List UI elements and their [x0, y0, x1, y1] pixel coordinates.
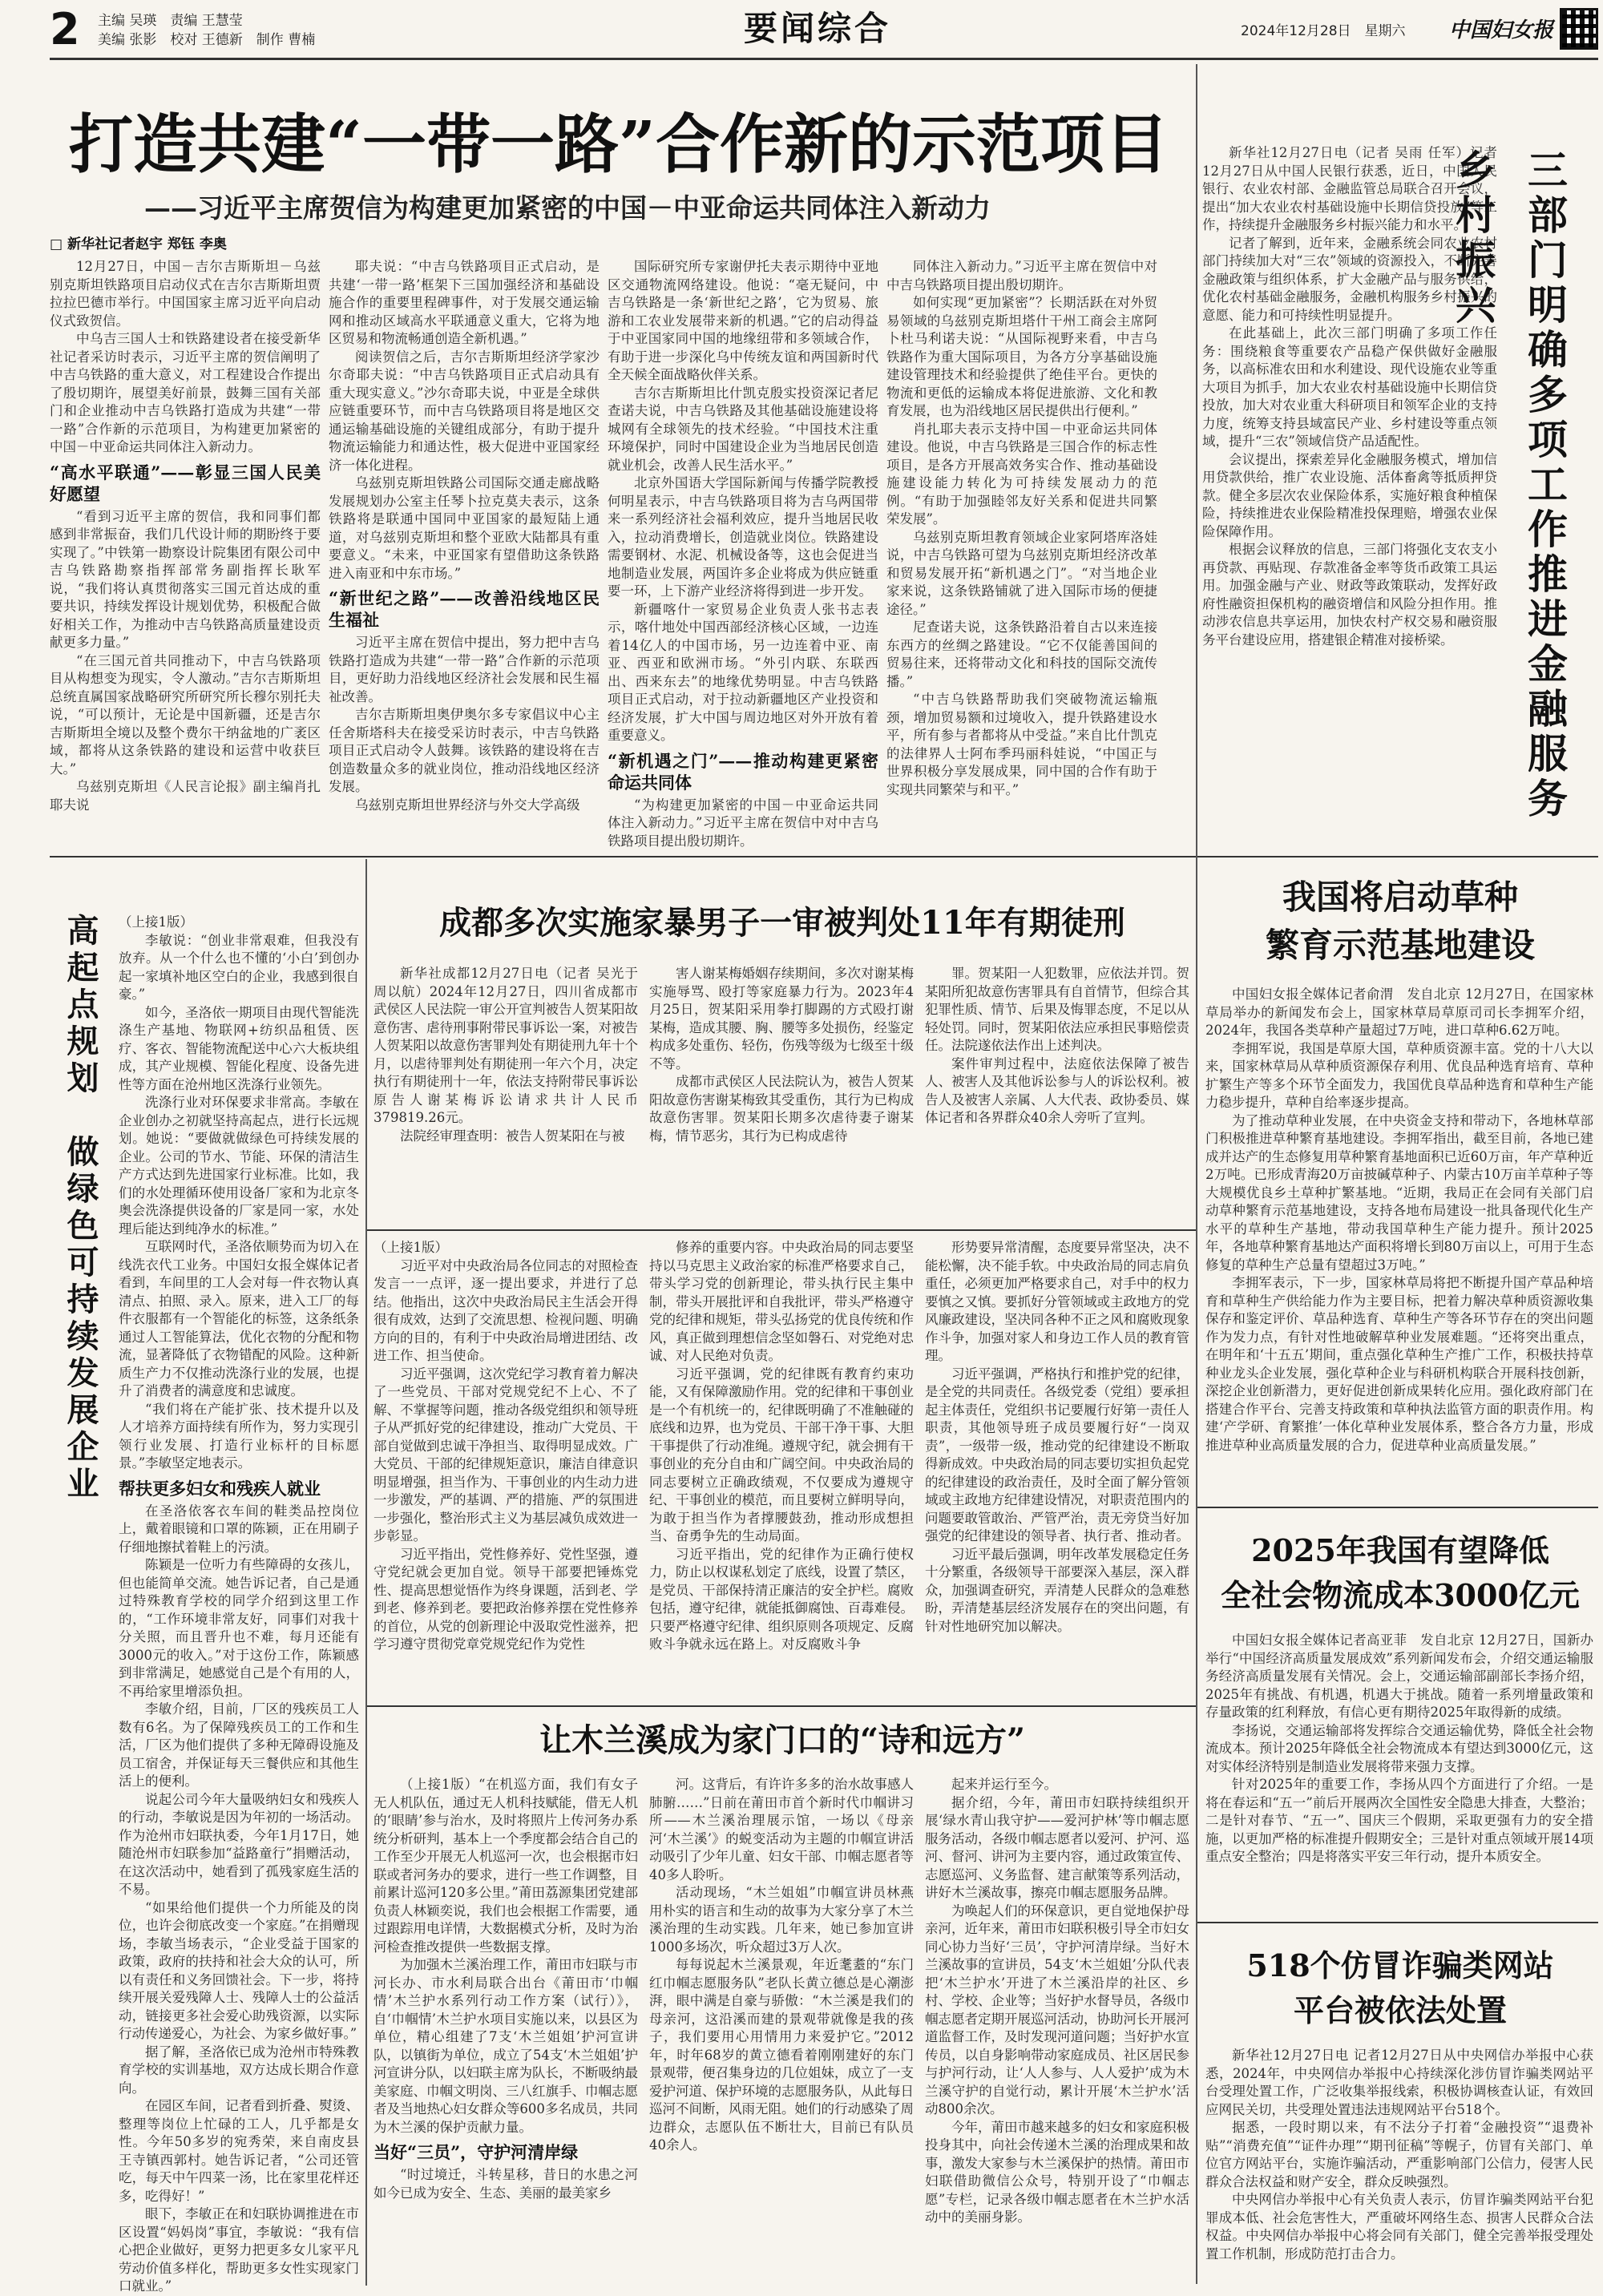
logistics-p2: 李扬说，交通运输部将发挥综合交通运输优势，降低全社会物流成本。预计2025年降低全社会物流成本有望达到3000亿元，这对实体经济特别是制造业发展将带来强力支撑。	[1205, 1722, 1593, 1774]
discipline-p3: 习近平指出，党性修养好、党性坚强，遵守党纪就会更加自觉。领导干部要把锤炼党性、提高思想觉悟作为终身课题，活到老、学到老、修养到老。要把政治修养摆在党性修养的首位，从党的创新理论中汲取党性滋养，把学习遵守贯彻党章党规党纪作为党性	[373, 1546, 638, 1652]
fraud-title-1: 518个仿冒诈骗类网站	[1246, 1947, 1554, 1983]
header-staff-1: 主编 吴瑛 责编 王慧莹	[98, 13, 243, 29]
lead-column-3	[608, 258, 878, 848]
finance-p5: 根据会议释放的信息，三部门将强化支农支小再贷款、再贴现、存款准备金率等货币政策工具运用。加强金融与产业、财政等政策联动，发挥好政府性融资担保机构的融资增信和风险分担作用。推动涉农信息共享运用，加快农村产权交易和融资服务平台建设应用，搭建银企精准对接桥梁。	[1202, 542, 1497, 648]
sidebar-subhead: 帮扶更多妇女和残疾人就业	[119, 1478, 321, 1499]
mulan-p9: 为唤起人们的环保意识，更自觉地保护母亲河，近年来，莆田市妇联积极引导全市妇女同心协力当好‘三员’，守护河清岸绿。当好木兰溪故事的宣讲员，54支‘木兰姐姐’分队代表把‘木兰护水’开进了木兰溪沿岸的社区、乡村、学校、企业等；当好护水督导员，各级巾帼志愿者定期开展巡河活动，协助河长开展河道监督工作，及时发现河道问题；当好护水宣传员，以自身影响带动家庭成员、社区居民参与护河行动，让‘人人参与、人人爱护’成为木兰溪守护的自觉行动，累计开展‘木兰护水’活动800余次。	[925, 1903, 1189, 2116]
fraud-p1: 新华社12月27日电 记者12月27日从中央网信办举报中心获悉，2024年，中央网信办举报中心持续深化涉仿冒诈骗类网站平台受理处置工作，广泛收集举报线索，积极协调核查认证，有效回应网民关切，共受理处置违法违规网站平台518个。	[1205, 2048, 1593, 2117]
logistics-text	[1205, 1632, 1593, 1917]
chengdu-p3: 害人谢某梅婚姻存续期间，多次对谢某梅实施辱骂、殴打等家庭暴力行为。2023年4月25日，贺某阳采用拳打脚踢的方式殴打谢某梅，造成其腰、胸、腰等多处损伤，经鉴定构成多处重伤、轻伤，伤残等级为七级至十级不等。	[649, 966, 914, 1071]
discipline-column-2	[649, 1239, 914, 1701]
mulan-p3: “时过境迁，斗转星移，昔日的水患之河如今已成为安全、生态、美丽的最美家乡	[373, 2167, 638, 2201]
right-column-rule	[1196, 64, 1197, 2284]
divider-lead-bottom	[50, 856, 1196, 857]
sidebar-p9: 说起公司今年大量吸纳妇女和残疾人的行动，李敏说是因为年初的一场活动。作为沧州市妇联执委，今年1月17日，她随沧州市妇联参加“益路童行”捐赠活动，在这次活动中，她看到了孤残家庭生活的不易。	[119, 1791, 359, 1897]
chengdu-column-2	[649, 965, 914, 1221]
discipline-column-1	[373, 1239, 638, 1701]
sidebar-p2: 如今，圣洛依一期项目由现代智能洗涤生产基地、物联网+纺织品租赁、医疗、客衣、智能物流配送中心六大板块组成，其产业规模、智能化程度、设备先进性等方面在沧州地区洗涤行业领先。	[119, 1004, 359, 1092]
grass-text	[1205, 986, 1593, 1499]
lead-c4-p4: 乌兹别克斯坦教育领域企业家阿塔库洛娃说，中吉乌铁路可望为乌兹别克斯坦经济改革和贸易发展开拓“新机遇之门”。“对当地企业家来说，这条铁路铺就了进入国际市场的便捷途径。”	[886, 529, 1157, 617]
mulan-p6: 每每说起木兰溪景观，年近耄耋的“东门红巾帼志愿服务队”老队长黄立德总是心潮澎湃，眼中满是自豪与骄傲：“木兰溪是我们的母亲河，这沿溪而建的景观带就像是我的孩子，我们要用心用情用力来爱护它。”2012年，时年68岁的黄立德看着刚刚建好的东门景观带，便召集身边的几位姐妹，成立了一支爱护河道、保护环境的志愿服务队，从此每日巡河不间断，风雨无阻。她们的行动感染了周边群众，志愿队伍不断壮大，目前已有队员40余人。	[649, 1957, 914, 2153]
chengdu-p5: 罪。贺某阳一人犯数罪，应依法并罚。贺某阳所犯故意伤害罪具有自首情节，但综合其犯罪性质、情节、后果及悔罪态度，不足以从轻处罚。同时，贺某阳依法应承担民事赔偿责任。法院遂依法作出上述判决。	[925, 966, 1189, 1053]
sidebar-rule	[365, 859, 367, 2286]
logistics-p3: 针对2025年的重要工作，李扬从四个方面进行了介绍。一是将在春运和“五一”前后开展两次全国性安全隐患大排查，大整治；二是针对春节、“五一”、国庆三个假期，采取更强有力的安全措施，以更加严格的标准提升假期安全；三是针对重点领域开展14项重点安全整治；四是将落实平安三年行动，提升本质安全。	[1205, 1777, 1593, 1864]
chengdu-p4: 成都市武侯区人民法院认为，被告人贺某阳故意伤害谢某梅致其受重伤，其行为已构成故意伤害罪。贺某阳长期多次虐待妻子谢某梅，情节恶劣，其行为已构成虐待	[649, 1074, 914, 1144]
discipline-p8: 习近平强调，严格执行和推护党的纪律，是全党的共同责任。各级党委（党组）要承担起主体责任，党组织书记要履行好第一责任人职责，其他领导班子成员要履行好“一岗双责”，一级带一级，推动党的纪律建设不断取得新成效。中央政治局的同志要切实担负起党的纪律建设的政治责任，及时全面了解分管领域或主政地方纪律建设情况，对职责范围内的问题要敢管敢治、严管严治，责无旁贷当好加强党的纪律建设的领导者、执行者、推动者。	[925, 1366, 1189, 1543]
sidebar-p8: 李敏介绍，目前，厂区的残疾员工人数有6名。为了保障残疾员工的工作和生活，厂区为他们提供了多种无障碍设施及员工宿舍，并保证每天三餐供应和其他生活上的便利。	[119, 1701, 359, 1789]
lead-c3-p1: 国际研究所专家谢伊托夫表示期待中亚地区交通物流网络建设。他说：“毫无疑问，中吉乌铁路是一条‘新世纪之路’，它为贸易、旅游和工农业发展带来新的机遇。”它的启动得益于中亚国家同中国的地缘纽带和多领域合作，有助于进一步深化乌中传统友谊和两国新时代全天候全面战略伙伴关系。	[608, 259, 878, 382]
fraud-p2: 据悉，一段时期以来，有不法分子打着“金融投资”“退费补贴”“消费充值”“证件办理”“期刊征稿”等幌子，仿冒有关部门、单位官方网站平台，实施诈骗活动，严重影响部门公信力，侵害人民群众合法权益和财产安全，群众反映强烈。	[1205, 2120, 1593, 2189]
divider-finance-bottom	[1197, 856, 1598, 857]
chengdu-column-3	[925, 965, 1189, 1221]
sidebar-p10: “如果给他们提供一个力所能及的岗位，也许会彻底改变一个家庭。”在捐赠现场，李敏当场表示，“企业受益于国家的政策，政府的扶持和社会大众的认可，所以有责任和义务回馈社会。下一步，将持续开展关爱残障人士、残障人士的公益活动，链接更多社会爱心助残资源，以实际行动传递爱心，为社会、为家乡做好事。”	[119, 1899, 359, 2041]
mulan-p8: 据介绍，今年，莆田市妇联持续组织开展‘绿水青山我守护——爱河护林’等巾帼志愿服务活动，各级巾帼志愿者以爱河、护河、巡河、督河、讲河为主要内容，通过政策宣传、志愿巡河、义务监督、建言献策等系列活动，讲好木兰溪故事，擦亮巾帼志愿服务品牌。	[925, 1794, 1189, 1900]
lead-c4-p3: 肖扎耶夫表示支持中国－中亚命运共同体建设。他说，中吉乌铁路是三国合作的标志性项目，是各方开展高效务实合作、推动基础设施建设能力转化为可持续发展动力的范例。“有助于加强睦邻友好关系和促进共同繁荣发展”。	[886, 421, 1157, 527]
sidebar-p6: 在圣洛依客衣车间的鞋类品控岗位上，戴着眼镜和口罩的陈颖，正在用刷子仔细地擦拭着鞋上的污渍。	[119, 1503, 359, 1555]
lead-c4-p1: 同体注入新动力。”习近平主席在贺信中对中吉乌铁路项目提出殷切期许。	[886, 259, 1157, 293]
chengdu-p1: 新华社成都12月27日电（记者 吴光于 周以航）2024年12月27日，四川省成都市武侯区人民法院一审公开宣判被告人贺某阳故意伤害、虐待刑事附带民事诉讼一案，对被告人贺某阳以故意伤害罪判处有期徒刑九年十个月，以虐待罪判处有期徒刑一年六个月，决定执行有期徒刑十一年，依法支持附带民事诉讼原告人谢某梅诉讼请求共计人民币379819.26元。	[373, 966, 638, 1125]
sidebar-p11: 据了解，圣洛依已成为沧州市特殊教育学校的实训基地，双方达成长期合作意向。	[119, 2044, 359, 2096]
lead-subhead-1: “高水平联通”——彰显三国人民美好愿望	[50, 462, 321, 504]
lead-c2-p6: 乌兹别克斯坦世界经济与外交大学高级	[355, 797, 580, 813]
grass-title-1: 我国将启动草种	[1282, 878, 1518, 917]
grass-title-2: 繁育示范基地建设	[1265, 926, 1535, 965]
lead-c3-p2: 吉尔吉斯斯坦比什凯克殷实投资深记者尼查诺夫说，中吉乌铁路及其他基础设施建设将城网有全球领先的技术经验。“中国技术注重环境保护，同时中国建设企业为当地居民创造就业机会，改善人民生活水平。”	[608, 385, 878, 473]
paper-logo: 中国妇女报	[1449, 18, 1554, 42]
lead-c2-p1: 耶夫说：“中吉乌铁路项目正式启动，是共建‘一带一路’框架下三国加强经济和基础设施合作的重要里程碑事件，对于发展交通运输网和推动区域高水平联通意义重大，它将为地区贸易和物流畅通创造全新机遇。”	[329, 259, 600, 346]
discipline-p4: 修养的重要内容。中央政治局的同志要坚持以马克思主义政治家的标准严格要求自己，带头学习党的创新理论，带头执行民主集中制，带头开展批评和自我批评，带头严格遵守党的纪律和规矩，带头弘扬党的优良传统和作风，真正做到理想信念坚如磐石、对党绝对忠诚、对人民绝对负责。	[649, 1240, 914, 1363]
lead-c3-p4: 新疆喀什一家贸易企业负责人张书志表示，喀什地处中国西部经济核心区域，一边连着14亿人的中国市场，另一边连着中亚、南亚、西亚和欧洲市场。“外引内联、东联西出、西来东去”的地缘优势明显。中吉乌铁路项目正式启动，对于拉动新疆地区产业投资和经济发展，扩大中国与周边地区对外开放有着重要意义。	[608, 601, 878, 743]
mulan-p5: 活动现场，“木兰姐姐”巾帼宣讲员林燕用朴实的语言和生动的故事为大家分享了木兰溪治理的生动实践。几年来，她已参加宣讲1000多场次，听众超过3万人次。	[649, 1885, 914, 1955]
lead-c3-p5: “为构建更加紧密的中国－中亚命运共同体注入新动力。”习近平主席在贺信中对中吉乌铁路项目提出殷切期许。	[608, 797, 878, 849]
section-name: 要闻综合	[743, 9, 891, 48]
sidebar-p7: 陈颖是一位听力有些障碍的女孩儿，但也能简单交流。她告诉记者，自己是通过特殊教育学校的同学介绍到这里工作的，“工作环境非常友好，同事们对我十分关照，而且晋升也不难，每月还能有3000元的收入。”对于这份工作，陈颖感到非常满足，她感觉自己是个有用的人，不再给家里增添负担。	[119, 1557, 359, 1699]
logistics-p1: 中国妇女报全媒体记者高亚菲 发自北京 12月27日，国新办举行“中国经济高质量发展成效”系列新闻发布会，介绍交通运输服务经济高质量发展有关情况。会上，交通运输部副部长李扬介绍，2025年有挑战、有机遇，机遇大于挑战。随着一系列增量政策和存量政策的红利释放，有信心更有期待2025年取得新的成绩。	[1205, 1632, 1593, 1720]
sidebar-jump: （上接1版）	[119, 914, 193, 930]
chengdu-title: 成都多次实施家暴男子一审被判处11年有期徒刑	[439, 904, 1125, 942]
sidebar-p1: 李敏说：“创业非常艰难，但我没有放弃。从一个什么也不懂的‘小白’到创办起一家填补地区空白的企业，我感到很自豪。”	[119, 932, 359, 1002]
page-number: 2	[50, 4, 80, 54]
divider-grass-bottom	[1197, 1507, 1598, 1508]
discipline-p6: 习近平指出，党的纪律作为正确行使权力，防止以权谋私划定了底线，设置了禁区，是党员、干部保持清正廉洁的安全护栏。腐败包括，遵守纪律，就能抵御腐蚀、百毒难侵。只要严格遵守纪律、组织原则各项规定、反腐败斗争就永远在路上。对反腐败斗争	[649, 1546, 914, 1652]
lead-subhead-3: “新机遇之门”——推动构建更紧密命运共同体	[608, 750, 878, 793]
mulan-column-3	[925, 1776, 1189, 2282]
sidebar-p12: 在园区车间，记者看到折叠、熨烫、整理等岗位上忙碌的工人，几乎都是女性。今年50多岁的宛秀荣，来自南皮县王寺镇西郭村。她告诉记者，“公司还管吃，每天中午四菜一汤，比在家里花样还多，吃得好！”	[119, 2098, 359, 2204]
chengdu-p6: 案件审判过程中，法庭依法保障了被告人、被害人及其他诉讼参与人的诉讼权利。被告人及被害人亲属、人大代表、政协委员、媒体记者和各界群众40余人旁听了宣判。	[925, 1055, 1189, 1125]
sidebar-p13: 眼下，李敏正在和妇联协调推进在市区设置“妈妈岗”事宜，李敏说：“我有信心把企业做好，更努力把更多女儿家平凡劳动价值多样化，帮助更多女性实现家门口就业。”	[119, 2206, 359, 2294]
fraud-title-2: 平台被依法处置	[1293, 1992, 1507, 2028]
discipline-column-3	[925, 1239, 1189, 1701]
logistics-title-2: 全社会物流成本3000亿元	[1221, 1577, 1580, 1613]
lead-byline: □ 新华社记者赵宇 郑钰 李奥	[50, 236, 227, 252]
lead-c2-p3: 乌兹别克斯坦铁路公司国际交通走廊战略发展规划办公室主任琴卜拉克莫夫表示，这条铁路将是联通中国同中亚国家的最短陆上通道，对乌兹别克斯坦和整个亚欧大陆都具有重要意义。“未来，中亚国家有望借助这条铁路进入南亚和中东市场。”	[329, 475, 600, 581]
lead-c2-p2: 阅读贺信之后，吉尔吉斯斯坦经济学家沙尔奇耶夫说：“中吉乌铁路项目正式启动具有重大现实意义。”沙尔奇耶夫说，中亚是全球供应链重要环节，而中吉乌铁路项目将是地区交通运输基础设施的关键组成部分，有助于提升物流运输能力和通达性，极大促进中亚国家经济一体化进程。	[329, 349, 600, 473]
lead-c2-p4: 习近平主席在贺信中提出，努力把中吉乌铁路打造成为共建“一带一路”合作新的示范项目，更好助力沿线地区经济社会发展和民生福祉改善。	[329, 635, 600, 704]
lead-c1-p1: 12月27日，中国－吉尔吉斯斯坦－乌兹别克斯坦铁路项目启动仪式在吉尔吉斯斯坦贾拉拉巴德市举行。中国国家主席习近平向启动仪式致贺信。	[50, 259, 321, 329]
sidebar-p5: “我们将在产能扩张、技术提升以及人才培养方面持续有所作为，努力实现引领行业发展、打造行业标杆的目标愿景。”李敏坚定地表示。	[119, 1401, 359, 1471]
page-header	[0, 0, 1603, 58]
discipline-p9: 习近平最后强调，明年改革发展稳定任务十分繁重，各级领导干部要深入基层，深入群众，加强调查研究，弄清楚人民群众的急难愁盼，弄清楚基层经济发展存在的突出问题，有针对性地研究加以解决。	[925, 1546, 1189, 1634]
lead-c1-p5: 乌兹别克斯坦《人民言论报》副主编肖扎耶夫说	[50, 779, 321, 813]
lead-column-2	[329, 258, 600, 848]
grass-p3: 为了推动草种业发展，在中央资金支持和带动下，各地林草部门积极推进草种繁育基地建设。李拥军指出，截至目前，各地已建成并达产的生态修复用草种繁育基地面积已近60万亩，年产草种近2万吨。已形成青海20万亩披碱草种子、内蒙古10万亩羊草种子等大规模优良乡土草种扩繁基地。“近期，我局正在会同有关部门启动草种繁育示范基地建设，支持各地布局建设一批具备现代化生产水平的草种生产基地，带动我国草种生产能力提升。预计2025年，各地草种繁育基地达产面积将增长到80万亩以上，可用于生态修复的草种生产总量有望超过3万吨。”	[1205, 1112, 1593, 1273]
chengdu-p2: 法院经审理查明：被告人贺某阳在与被	[400, 1128, 625, 1144]
header-rule	[50, 58, 1598, 60]
discipline-p1: 习近平对中央政治局各位同志的对照检查发言一一点评，逐一提出要求，并进行了总结。他指出，这次中央政治局民主生活会开得很有成效，达到了交流思想、检视问题、明确方向的目的，有利于中央政治局增进团结、改进工作、担当使命。	[373, 1257, 638, 1363]
mulan-subhead: 当好“三员”，守护河清岸绿	[373, 2142, 579, 2162]
mulan-p2: 为加强木兰溪治理工作，莆田市妇联与市河长办、市水利局联合出台《莆田市‘巾帼情’木兰护水系列行动工作方案（试行）》，自‘巾帼情’木兰护水项目实施以来，以县区为单位，精心组建了7支‘木兰姐姐’护河宣讲队，以镇街为单位，成立了54支‘木兰姐姐’护河宣讲分队，以妇联主席为队长，不断吸纳最美家庭、巾帼文明岗、三八红旗手、巾帼志愿者及当地热心妇女群众等600多名成员，共同为木兰溪的保护贡献力量。	[373, 1957, 638, 2135]
mulan-p7: 起来并运行至今。	[951, 1777, 1057, 1792]
finance-p3: 在此基础上，此次三部门明确了多项工作任务：围绕粮食等重要农产品稳产保供做好金融服务，以高标准农田和水利建设、现代设施农业等重大项目为抓手，加大农业农村基础设施中长期信贷投放，加大对农业重大科研项目和领军企业的支持力度，统筹支持县域富民产业、乡村建设等重点领域，提升“三农”领域信贷产品适配性。	[1202, 325, 1497, 449]
finance-p1: 新华社12月27日电（记者 吴雨 任军）记者12月27日从中国人民银行获悉，近日，中国人民银行、农业农村部、金融监管总局联合召开会议，提出“加大农业农村基础设施中长期信贷投放”等工作，持续提升金融服务乡村振兴能力和水平。	[1202, 145, 1497, 232]
fraud-text	[1205, 2047, 1593, 2284]
lead-column-1	[50, 258, 321, 848]
lead-c2-p5: 吉尔吉斯斯坦奥伊奥尔多专家倡议中心主任舍斯塔科夫在接受采访时表示，中吉乌铁路项目正式启动令人鼓舞。该铁路的建设将在吉创造数量众多的就业岗位，推动沿线地区经济发展。	[329, 707, 600, 794]
lead-subtitle: ——习近平主席贺信为构建更加紧密的中国－中亚命运共同体注入新动力	[144, 192, 991, 224]
sidebar-p3: 洗涤行业对环保要求非常高。李敏在企业创办之初就坚持高起点，进行长远规划。她说：“要做就做绿色可持续发展的企业。公司的节水、节能、环保的清洁生产方式达到先进国家行业标准。比如，我们的水处理循环使用设备厂家和为北京冬奥会洗涤提供设备的厂家是同一家，水处理后能达到纯净水的标准。”	[119, 1095, 359, 1237]
mulan-p4: 河。这背后，有许许多多的治水故事感人肺腑……”日前在莆田市首个新时代巾帼讲习所——木兰溪治理展示馆，一场以《母亲河‘木兰溪’》的蜕变活动为主题的巾帼宣讲活动吸引了少年儿童、妇女干部、巾帼志愿者等40多人聆听。	[649, 1777, 914, 1882]
finance-vertical-title: 三部门明确多项工作推进金融服务乡村振兴	[1449, 149, 1569, 822]
grass-p2: 李拥军说，我国是草原大国，草种质资源丰富。党的十八大以来，国家林草局从草种质资源保存利用、优良品种选育培育、草种扩繁生产等多个环节全面发力，我国优良草品种选育和草种生产能力稳步提升，草种自给率逐步提高。	[1205, 1040, 1593, 1110]
lead-c1-p3: “看到习近平主席的贺信，我和同事们都感到非常振奋，我们几代设计师的期盼终于要实现了。”中铁第一勘察设计院集团有限公司中吉乌铁路勘察指挥部常务副指挥长耿军说，“我们将认真贯彻落实三国元首达成的重要共识，持续发挥设计规划优势，积极配合做好相关工作，为推动中吉乌铁路高质量建设贡献更多力量。”	[50, 508, 321, 650]
discipline-p5: 习近平强调，党的纪律既有教育约束功能，又有保障激励作用。党的纪律和干事创业是一个有机统一的，纪律既明确了不准触碰的底线和边界，也为党员、干部干净干事、大胆干事提供了行动准绳。遵规守纪，就会拥有干事创业的充分自由和广阔空间。中央政治局的同志要树立正确政绩观，不仅要成为遵规守纪、干事创业的模范，而且要树立鲜明导向，为敢于担当作为者撑腰鼓劲，推动形成想担当、奋勇争先的生动局面。	[649, 1366, 914, 1543]
discipline-p7: 形势要异常清醒，态度要异常坚决，决不能松懈，决不能手软。中央政治局的同志肩负重任，必须更加严格要求自己，对手中的权力要慎之又慎。要抓好分管领域或主政地方的党风廉政建设，坚决同各种不正之风和腐败现象作斗争，加强对家人和身边工作人员的教育管理。	[925, 1240, 1189, 1363]
mulan-column-1	[373, 1776, 638, 2282]
grass-p1: 中国妇女报全媒体记者俞渭 发自北京 12月27日，在国家林草局举办的新闻发布会上，国家林草局草原司司长李拥军介绍，2024年，我国各类草种产量超过7万吨，进口草种6.62万吨。	[1205, 987, 1593, 1038]
lead-c1-p4: “在三国元首共同推动下，中吉乌铁路项目从构想变为现实，令人激动。”吉尔吉斯斯坦总统直属国家战略研究所研究所长穆尔别托夫说，“可以预计，无论是中国新疆，还是吉尔吉斯斯坦全境以及整个费尔干纳盆地的广袤区域，都将从这条铁路的建设和运营中收获巨大。”	[50, 652, 321, 777]
discipline-jump: （上接1版）	[373, 1240, 448, 1255]
mulan-column-2	[649, 1776, 914, 2282]
divider-chengdu-bottom	[367, 1229, 1196, 1231]
lead-c1-p2: 中乌吉三国人士和铁路建设者在接受新华社记者采访时表示，习近平主席的贺信阐明了中吉乌铁路的重大意义，对工程建设合作提出了殷切期许，展望美好前景，鼓舞三国有关部门和企业推动中吉乌铁路打造成为共建“一带一路”合作新的示范项目，为构建更加紧密的中国－中亚命运共同体注入新动力。	[50, 331, 321, 454]
issue-date: 2024年12月28日 星期六	[1241, 23, 1406, 39]
lead-c4-p5: 尼查诺夫说，这条铁路沿着自古以来连接东西方的丝绸之路建设。“它不仅能善国间的贸易往来，还将带动文化和科技的国际交流传播。”	[886, 619, 1157, 689]
divider-logistics-bottom	[1197, 1922, 1598, 1923]
lead-column-4	[886, 258, 1157, 848]
fraud-p3: 中央网信办举报中心有关负责人表示，仿冒诈骗类网站平台犯罪成本低、社会危害性大，严重破坏网络生态、损害人民群众合法权益。中央网信办举报中心将会同有关部门，健全完善举报受理处置工作机制，形成防范打击合力。	[1205, 2192, 1593, 2262]
mulan-title: 让木兰溪成为家门口的“诗和远方”	[539, 1721, 1025, 1759]
lead-title: 打造共建“一带一路”合作新的示范项目	[68, 107, 1169, 182]
qr-code-icon	[1560, 8, 1598, 50]
sidebar-p4: 互联网时代，圣洛依顺势而为切入在线洗衣代工业务。中国妇女报全媒体记者看到，车间里的工人会对每一件衣物认真清点、拍照、录入。原来，进入工厂的每件衣服都有一个智能化的标签，这条纸条通过人工智能算法，优化衣物的分配和物流，显著降低了衣物错配的风险。这种新质生产力不仅推动洗涤行业的发展，也提升了消费者的满意度和忠诚度。	[119, 1239, 359, 1398]
sidebar-text	[119, 914, 359, 2294]
mulan-p10: 今年，莆田市越来越多的妇女和家庭积极投身其中，向社会传递木兰溪的治理成果和故事，激发大家参与木兰溪保护的热情。莆田市妇联借助微信公众号，特别开设了“巾帼志愿”专栏，记录各级巾帼志愿者在木兰护水活动中的美丽身影。	[925, 2119, 1189, 2225]
finance-p4: 会议提出，探索差异化金融服务模式，增加信用贷款供给，推广农业设施、活体畜禽等抵质押贷款。健全多层次农业保险体系，实施好粮食种植保险，持续推进农业保险精准投保理赔，增强农业保险保障作用。	[1202, 451, 1497, 539]
lead-c4-p2: 如何实现“更加紧密”？长期活跃在对外贸易领域的乌兹别克斯坦塔什干州工商会主席阿卜杜马利诺夫说：“从国际视野来看，中吉乌铁路作为重大国际项目，为各方分享基础设施建设管理技术和经验提供了绝佳平台。更快的物流和更低的运输成本将促进旅游、文化和教育发展，也为沿线地区居民提供出行便利。”	[886, 295, 1157, 418]
header-staff-2: 美编 张影 校对 王德新 制作 曹楠	[98, 32, 316, 48]
mulan-p1: （上接1版）“在机巡方面，我们有女子无人机队伍，通过无人机科技赋能，借无人机的‘眼睛’参与治水，及时将照片上传河务办系统分析研判，基本上一个季度都会结合自己的工作至少开展无人机巡河一次，也会根据市妇联或者河务办的要求，进行一些工作调整，目前累计巡河120多公里。”莆田荔源集团党建部负责人林颖奕说，我们也会根据工作需要，通过跟踪用电详情，大数据模式分析，及时为治河检查推改提供一些数据支撑。	[373, 1777, 638, 1955]
sidebar-vertical-title: 高起点规划 做绿色可持续发展企业	[62, 914, 99, 1503]
lead-c3-p3: 北京外国语大学国际新闻与传播学院教授何明星表示，中吉乌铁路项目将为吉乌两国带来一系列经济社会福利效应，提升当地居民收入，拉动消费增长，创造就业岗位。铁路建设需要钢材、水泥、机械设备等，这也会促进当地制造业发展，两国许多企业将成为供应链重要一环，上下游产业经济将得到进一步开发。	[608, 475, 878, 599]
lead-c4-p6: “中吉乌铁路帮助我们突破物流运输瓶颈，增加贸易额和过境收入，提升铁路建设水平，所有参与者都将从中受益。”来自比什凯克的法律界人士阿布季玛丽科娃说，“中国正与世界积极分享发展成果，同中国的合作有助于实现共同繁荣与和平。”	[886, 692, 1157, 797]
discipline-p2: 习近平强调，这次党纪学习教育着力解决了一些党员、干部对党规党纪不上心、不了解、不掌握等问题，推动各级党组织和领导班子从严抓好党的纪律建设，推动广大党员、干部自觉做到忠诚干净担当、取得明显成效。广大党员、干部的纪律规矩意识，廉洁自律意识明显增强，担当作为、干事创业的内生动力进一步激发，严的基调、严的措施、严的氛围进一步强化，整治形式主义为基层减负成效进一步彰显。	[373, 1366, 638, 1543]
grass-p4: 李拥军表示，下一步，国家林草局将把不断提升国产草品种培育和草种生产供给能力作为主要目标，把着力解决草种质资源收集保存和鉴定评价、草品种选育、草种生产等各环节存在的突出问题作为发力点，有针对性地破解草种业发展难题。“还将突出重点，在明年和‘十五五’期间，重点强化草种生产推广工作，积极扶持草种业龙头企业发展，强化草种企业与科研机构联合开展科技创新，深挖企业创新潜力，更好促进创新成果转化应用。强化政府部门在搭建合作平台、完善支持政策和草种执法监管方面的职责作用。构建‘产学研、育繁推’一体化草种业发展体系，整合各方力量，形成推进草种业高质量发展的合力，促进草种业高质量发展。”	[1205, 1275, 1593, 1453]
lead-subhead-2: “新世纪之路”——改善沿线地区民生福祉	[329, 588, 600, 630]
divider-discipline-bottom	[367, 1705, 1196, 1707]
logistics-title-1: 2025年我国有望降低	[1251, 1532, 1549, 1568]
finance-p2: 记者了解到，近年来，金融系统会同农业农村部门持续加大对“三农”领域的资源投入，不断完善金融政策与组织体系，扩大金融产品与服务供给，优化农村基础金融服务，金融机构服务乡村振兴的意愿、能力和可持续性明显提升。	[1202, 235, 1497, 323]
chengdu-column-1	[373, 965, 638, 1221]
